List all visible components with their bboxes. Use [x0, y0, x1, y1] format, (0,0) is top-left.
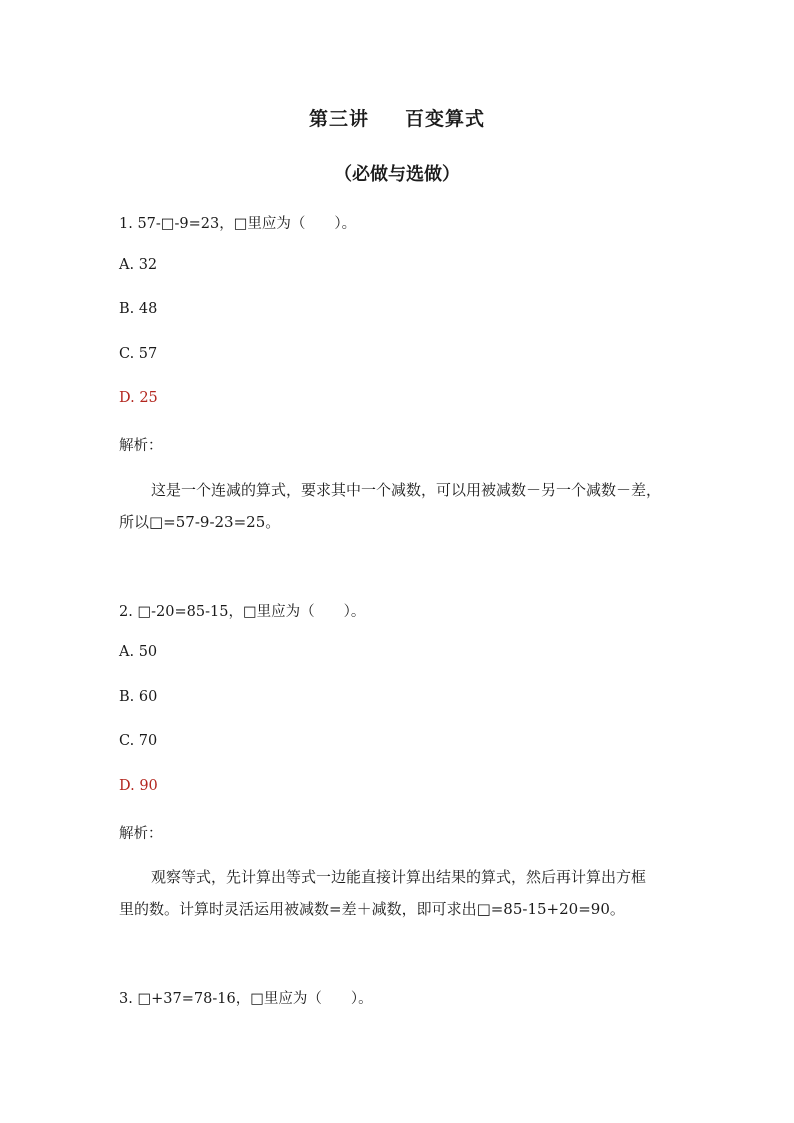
- q1-analysis-line2: 所以□=57-9-23=25。: [119, 513, 281, 531]
- q1-analysis-line1: 这是一个连减的算式，要求其中一个减数，可以用被减数－另一个减数－差，: [151, 481, 662, 499]
- q2-option-d-answer: D. 90: [119, 778, 158, 794]
- q1-option-c: C. 57: [119, 346, 158, 362]
- q1-option-a: A. 32: [119, 257, 158, 273]
- q1-option-d-answer: D. 25: [119, 390, 158, 406]
- q2-analysis-line1: 观察等式，先计算出等式一边能直接计算出结果的算式，然后再计算出方框: [151, 868, 647, 886]
- q2-option-b: B. 60: [119, 689, 158, 705]
- q2-question: 2. □-20=85-15，□里应为（ ）。: [119, 604, 366, 620]
- q1-option-b: B. 48: [119, 301, 158, 317]
- q2-analysis-line2: 里的数。计算时灵活运用被减数=差＋减数，即可求出□=85-15+20=90。: [119, 900, 625, 918]
- page-title: [0, 104, 794, 131]
- q1-analysis-label: 解析：: [119, 438, 163, 454]
- q3-question: 3. □+37=78-16，□里应为（ ）。: [119, 991, 373, 1007]
- title-part2: 百变算式: [405, 108, 486, 130]
- q2-analysis-text: [119, 861, 679, 925]
- title-part1: 第三讲: [308, 108, 369, 130]
- q2-option-a: A. 50: [119, 644, 158, 660]
- q1-question: 1. 57-□-9=23，□里应为（ ）。: [119, 216, 357, 232]
- q2-analysis-label: 解析：: [119, 826, 163, 842]
- q2-option-c: C. 70: [119, 733, 158, 749]
- page-subtitle: （必做与选做）: [334, 164, 460, 185]
- q1-analysis-text: [119, 474, 679, 538]
